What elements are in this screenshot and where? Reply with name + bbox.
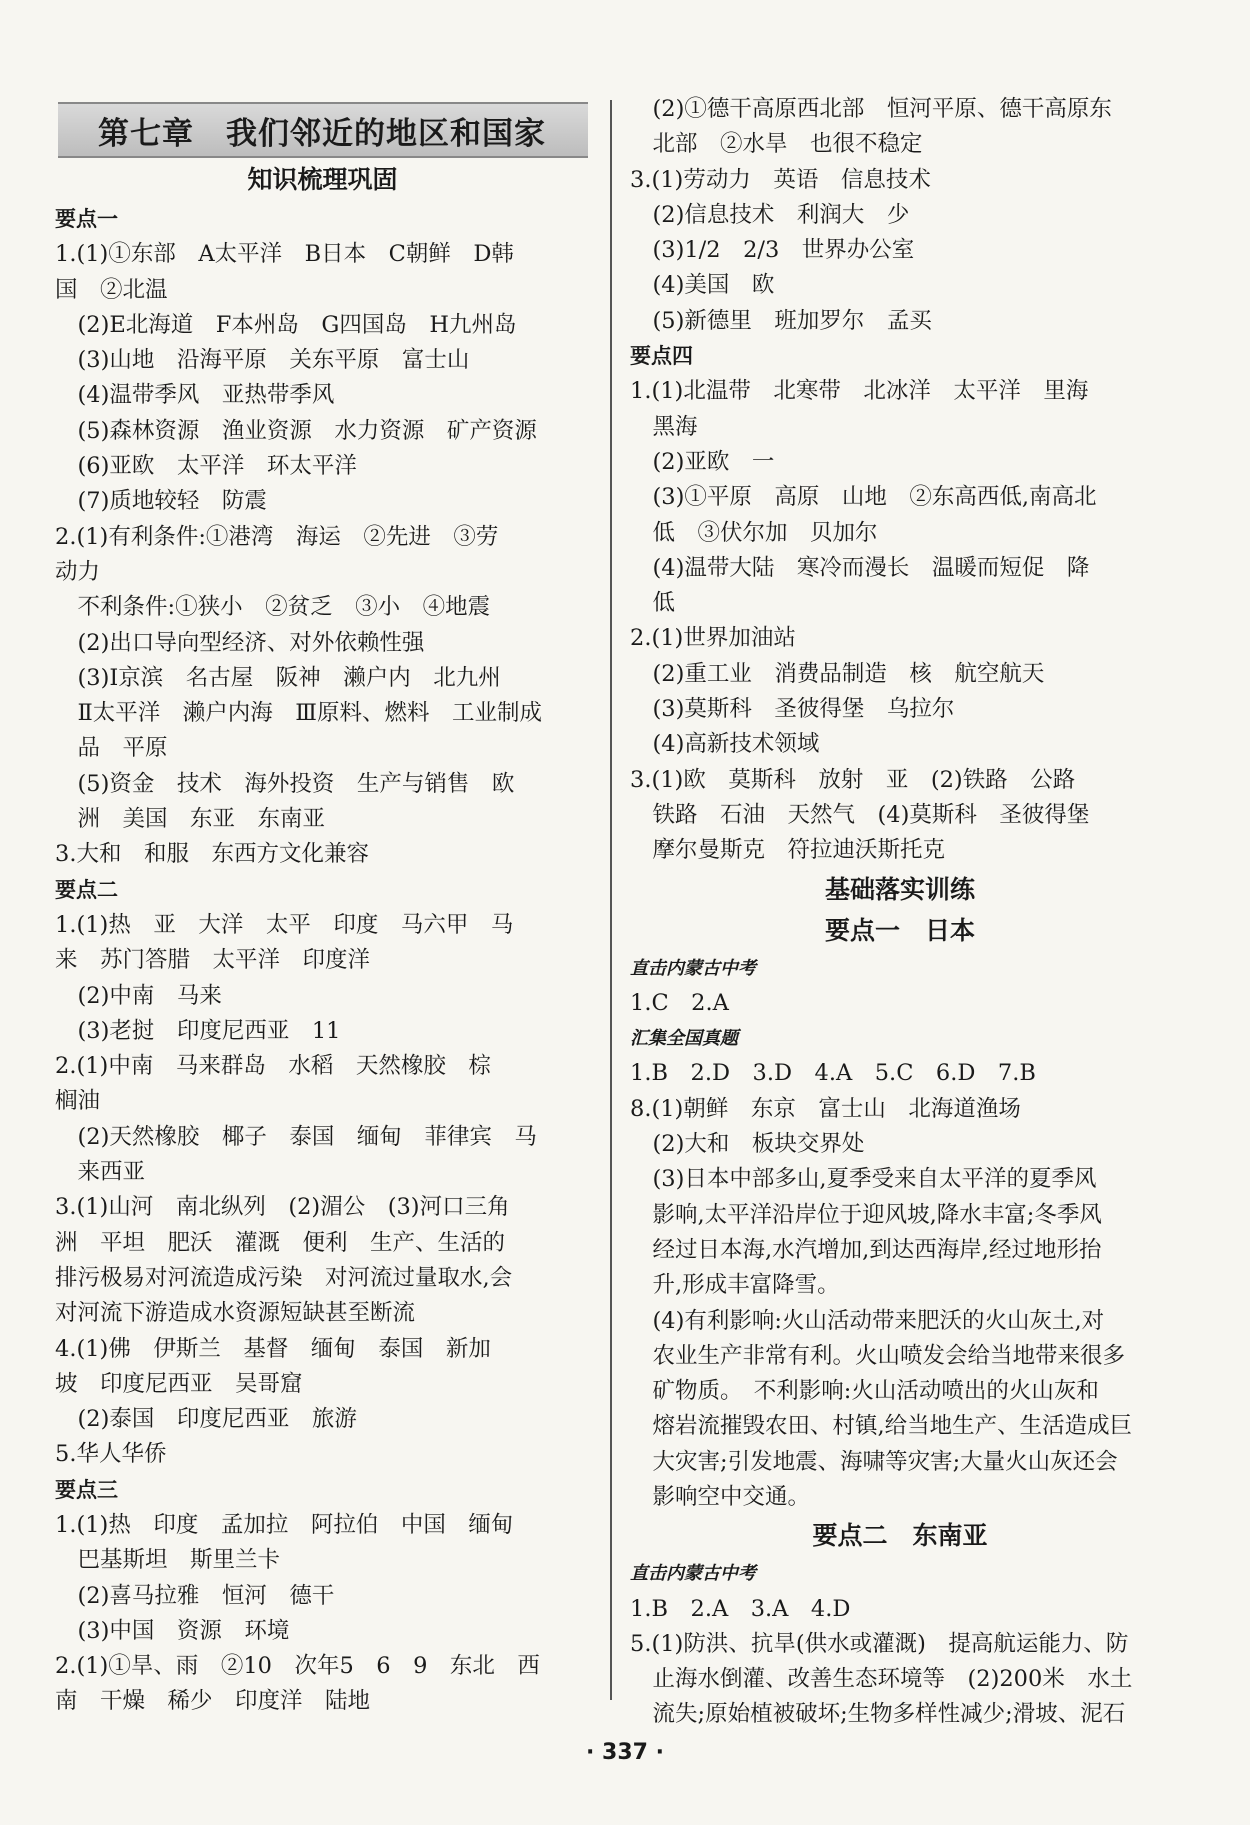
text-line: (3)莫斯科 圣彼得堡 乌拉尔 [630,696,955,723]
text-line: 排污极易对河流造成污染 对河流过量取水,会 [55,1264,513,1291]
section-heading: 要点一 [55,207,118,231]
text-line: (5)资金 技术 海外投资 生产与销售 欧 [55,770,515,797]
chapter-title: 第七章 我们邻近的地区和国家 [98,115,546,152]
section-title: 要点二 东南亚 [812,1521,988,1551]
text-line: 不利条件:①狭小 ②贫乏 ③小 ④地震 [55,594,491,621]
text-line: 2.(1)①旱、雨 ②10 次年5 6 9 东北 西 [55,1653,540,1680]
text-line: (3)①平原 高原 山地 ②东高西低,南高北 [630,484,1097,511]
section-heading: 要点三 [55,1477,118,1502]
text-line: 2.(1)有利条件:①港湾 海运 ②先进 ③劳 [55,523,499,550]
text-line: 5.(1)防洪、抗旱(供水或灌溉) 提高航运能力、防 [630,1630,1129,1657]
text-line: 北部 ②水旱 也很不稳定 [630,131,923,158]
text-line: 3.大和 和服 东西方文化兼容 [55,841,369,868]
text-line: 巴基斯坦 斯里兰卡 [55,1547,281,1574]
text-line: 大灾害;引发地震、海啸等灾害;大量火山灰还会 [630,1448,1118,1475]
text-line: 国 ②北温 [55,276,168,303]
section-title: 知识梳理巩固 [247,165,398,194]
column-divider [610,100,612,1700]
text-line: 品 平原 [55,735,168,762]
text-line: (3)山地 沿海平原 关东平原 富士山 [55,347,470,374]
text-line: Ⅱ太平洋 濑户内海 Ⅲ原料、燃料 工业制成 [55,700,542,727]
text-line: 黑海 [630,413,698,440]
subsection-label: 直击内蒙古中考 [630,957,756,979]
text-line: 对河流下游造成水资源短缺甚至断流 [55,1300,416,1327]
text-line: 矿物质。 不利影响:火山活动喷出的火山灰和 [630,1378,1099,1405]
text-line: 洲 美国 东亚 东南亚 [55,806,326,833]
text-line: 3.(1)山河 南北纵列 (2)湄公 (3)河口三角 [55,1194,510,1221]
text-line: 流失;原始植被破坏;生物多样性减少;滑坡、泥石 [630,1701,1126,1728]
section-heading: 要点四 [630,344,693,369]
text-line: (4)美国 欧 [630,272,775,299]
text-line: (5)新德里 班加罗尔 孟买 [630,307,932,334]
text-line: 经过日本海,水汽增加,到达西海岸,经过地形抬 [630,1236,1102,1263]
text-line: (3)日本中部多山,夏季受来自太平洋的夏季风 [630,1166,1097,1193]
text-line: (3)中国 资源 环境 [55,1617,290,1644]
text-line: 来西亚 [55,1159,146,1186]
text-line: (2)泰国 印度尼西亚 旅游 [55,1406,357,1433]
text-line: (6)亚欧 太平洋 环太平洋 [55,453,357,480]
text-line: (2)亚欧 一 [630,448,775,475]
text-line: 低 [630,590,676,617]
text-line: (4)温带季风 亚热带季风 [55,382,335,409]
text-line: 1.B 2.A 3.A 4.D [630,1595,851,1622]
text-line: 1.(1)热 亚 大洋 太平 印度 马六甲 马 [55,911,514,938]
text-line: 动力 [55,558,101,585]
text-line: 低 ③伏尔加 贝加尔 [630,519,878,546]
text-line: 影响,太平洋沿岸位于迎风坡,降水丰富;冬季风 [630,1201,1102,1228]
text-line: 1.(1)热 印度 孟加拉 阿拉伯 中国 缅甸 [55,1511,514,1538]
text-line: 5.华人华侨 [55,1441,167,1468]
text-line: (3)Ⅰ京滨 名古屋 阪神 濑户内 北九州 [55,664,501,691]
text-line: 榈油 [55,1088,101,1115]
text-line: (4)温带大陆 寒冷而漫长 温暖而短促 降 [630,554,1090,581]
text-line: (3)1/2 2/3 世界办公室 [630,237,915,264]
text-line: 南 干燥 稀少 印度洋 陆地 [55,1688,371,1715]
text-line: (2)中南 马来 [55,982,222,1009]
text-line: 2.(1)中南 马来群岛 水稻 天然橡胶 棕 [55,1053,491,1080]
text-line: 摩尔曼斯克 符拉迪沃斯托克 [630,837,946,864]
text-line: (4)有利影响:火山活动带来肥沃的火山灰土,对 [630,1307,1105,1334]
text-line: (2)①德干高原西北部 恒河平原、德干高原东 [630,96,1112,122]
chapter-banner [58,102,588,158]
text-line: (2)天然橡胶 椰子 泰国 缅甸 菲律宾 马 [55,1123,537,1150]
text-line: 3.(1)欧 莫斯科 放射 亚 (2)铁路 公路 [630,766,1076,793]
section-title: 要点一 日本 [824,915,975,945]
text-line: 4.(1)佛 伊斯兰 基督 缅甸 泰国 新加 [55,1335,491,1362]
text-line: (2)大和 板块交界处 [630,1131,865,1158]
text-line: (7)质地较轻 防震 [55,488,267,515]
text-line: 农业生产非常有利。火山喷发会给当地带来很多 [630,1342,1126,1369]
text-line: (4)高新技术领域 [630,731,820,758]
text-line: 2.(1)世界加油站 [630,625,796,652]
subsection-label: 直击内蒙古中考 [630,1563,756,1585]
text-line: 3.(1)劳动力 英语 信息技术 [630,166,931,193]
text-line: 洲 平坦 肥沃 灌溉 便利 生产、生活的 [55,1229,506,1256]
text-line: 1.B 2.D 3.D 4.A 5.C 6.D 7.B [630,1060,1036,1087]
section-heading: 要点二 [55,877,118,902]
text-line: (3)老挝 印度尼西亚 11 [55,1017,341,1044]
text-line: 止海水倒灌、改善生态环境等 (2)200米 水土 [630,1666,1133,1693]
text-line: 8.(1)朝鲜 东京 富士山 北海道渔场 [630,1095,1021,1122]
text-line: (2)重工业 消费品制造 核 航空航天 [630,660,1045,687]
text-line: 1.C 2.A [630,989,729,1016]
text-line: (2)喜马拉雅 恒河 德干 [55,1582,335,1609]
text-line: 来 苏门答腊 太平洋 印度洋 [55,947,371,974]
left-column [55,160,590,1720]
text-line: 坡 印度尼西亚 吴哥窟 [55,1370,303,1397]
text-line: 升,形成丰富降雪。 [630,1272,840,1299]
text-line: (5)森林资源 渔业资源 水力资源 矿产资源 [55,417,537,444]
text-line: 熔岩流摧毁农田、村镇,给当地生产、生活造成巨 [630,1413,1133,1440]
text-line: 1.(1)北温带 北寒带 北冰洋 太平洋 里海 [630,378,1089,405]
text-line: (2)E北海道 F本州岛 G四国岛 H九州岛 [55,311,517,338]
text-line: 铁路 石油 天然气 (4)莫斯科 圣彼得堡 [630,801,1090,828]
page-number: · 337 · [586,1740,664,1765]
subsection-label: 汇集全国真题 [630,1028,738,1050]
right-column [630,92,1170,1733]
text-line: 1.(1)①东部 A太平洋 B日本 C朝鲜 D韩 [55,241,514,268]
text-line: 影响空中交通。 [630,1483,811,1510]
section-title: 基础落实训练 [824,874,975,904]
text-line: (2)信息技术 利润大 少 [630,201,910,228]
text-line: (2)出口导向型经济、对外依赖性强 [55,629,425,656]
